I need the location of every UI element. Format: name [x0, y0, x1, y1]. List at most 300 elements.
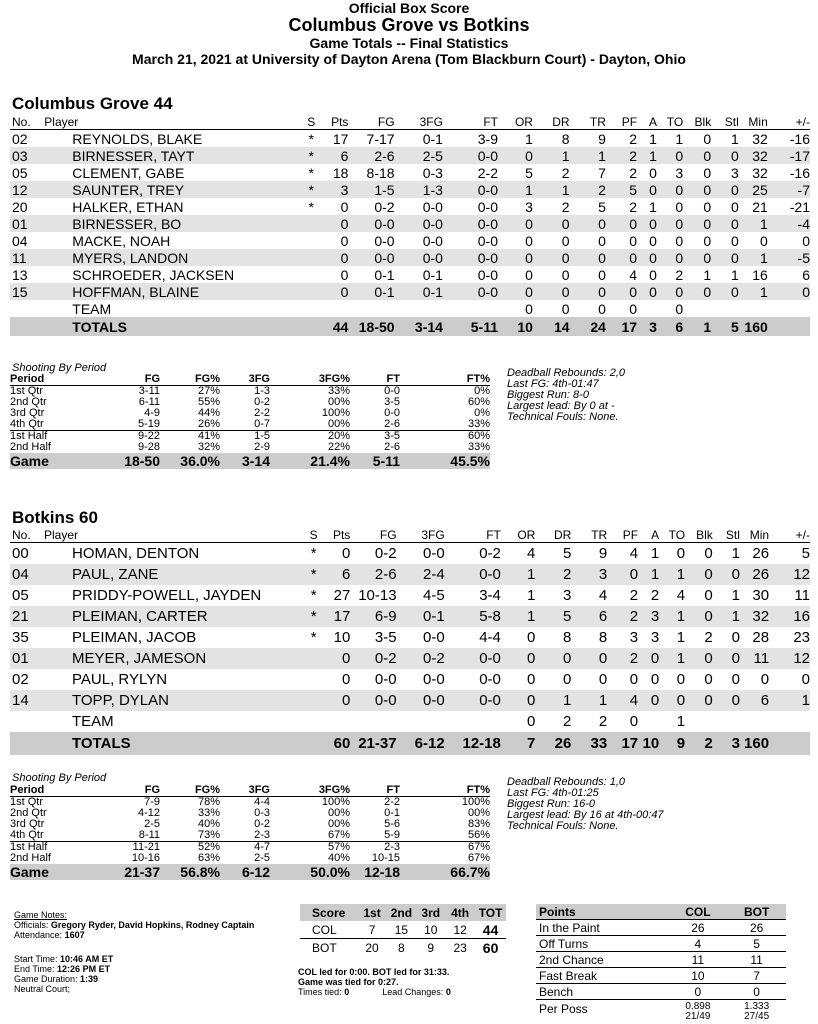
stat-cell: 0 [683, 283, 711, 300]
player-row [10, 690, 810, 711]
column-header: No. [10, 528, 40, 543]
stat-cell: 30 [752, 587, 770, 604]
score-cell: 12 [445, 921, 474, 939]
column-header: FT [445, 528, 501, 543]
stat-cell: * [305, 606, 323, 627]
stat-cell: 01 [10, 648, 40, 669]
score-column-header: TOT [475, 904, 507, 921]
report-subtitle: Game Totals -- Final Statistics [309, 35, 509, 51]
stat-cell: 02 [12, 130, 28, 147]
stat-cell: 3 [650, 629, 660, 646]
stat-cell: 3 [629, 629, 639, 646]
stat-cell: -7 [768, 181, 810, 198]
totals-cell: 160 [740, 732, 769, 755]
game-label: Game [10, 453, 80, 469]
shooting-cell: 4-12 [137, 807, 160, 819]
box-header-row [10, 115, 810, 130]
period-label: 4th Qtr [10, 419, 80, 431]
per-poss-label: Per Poss [539, 1002, 588, 1016]
stat-cell: 3 [525, 198, 533, 215]
shooting-column-header: FG% [160, 374, 220, 386]
box-header-row [10, 528, 810, 543]
column-header: 3FG [395, 115, 443, 130]
stat-cell: 32 [752, 164, 768, 181]
player-row [10, 283, 810, 300]
column-header: A [637, 115, 657, 130]
stat-cell: 7 [598, 164, 606, 181]
stat-cell: 0-0 [423, 629, 445, 646]
stat-cell [10, 300, 40, 317]
shooting-cell: 100% [321, 796, 350, 808]
shooting-column-header: FT [350, 785, 400, 797]
column-header: Min [739, 115, 768, 130]
totals-cell: 3-14 [395, 317, 443, 336]
column-header: S [302, 115, 320, 130]
player-row [10, 564, 810, 585]
player-row [10, 669, 810, 690]
game-cell: 50.0% [270, 864, 350, 880]
column-header: No. [10, 115, 40, 130]
stat-cell: 32 [739, 147, 768, 164]
period-label: 1st Qtr [10, 796, 44, 808]
stat-cell: 0 [526, 671, 536, 688]
shooting-cell: 2-6 [350, 419, 400, 431]
column-header: A [638, 528, 659, 543]
player-name: PAUL, RYLYN [72, 671, 168, 688]
shooting-cell: 0-0 [384, 385, 400, 397]
column-header: TR [570, 115, 606, 130]
stat-cell: 2 [607, 648, 638, 669]
stat-cell: 4 [629, 545, 639, 562]
stat-cell: 8 [562, 629, 572, 646]
player-name: SAUNTER, TREY [40, 181, 302, 198]
player-name: PLEIMAN, JACOB [72, 629, 197, 646]
stat-cell: 11 [740, 648, 769, 669]
team-title: Columbus Grove 44 [12, 94, 173, 113]
stat-cell: * [305, 564, 323, 585]
stat-cell: 0-0 [443, 283, 498, 300]
half-row [10, 853, 490, 864]
player-name: REYNOLDS, BLAKE [72, 130, 203, 147]
stat-cell: 02 [12, 671, 29, 688]
shooting-cell: 1-3 [254, 385, 270, 397]
stat-cell: 11 [10, 249, 40, 266]
shooting-cell: 33% [467, 441, 490, 453]
stat-cell: 0 [638, 690, 659, 711]
shooting-cell: 83% [467, 818, 490, 830]
stat-cell: 0 [676, 545, 686, 562]
stat-cell: 0 [683, 215, 711, 232]
stat-cell: 0 [533, 283, 570, 300]
quarter-row [10, 797, 490, 809]
points-label: In the Paint [536, 920, 669, 936]
column-header: FG [348, 115, 394, 130]
shooting-cell: 67% [270, 830, 350, 842]
player-name: BIRNESSER, BO [40, 215, 302, 232]
shooting-cell: 9-28 [137, 441, 160, 453]
stat-cell: 4 [526, 545, 536, 562]
stat-cell: 2 [561, 164, 570, 181]
quarter-row [10, 397, 490, 408]
team-abbr: COL [300, 921, 357, 939]
game-row [10, 864, 490, 880]
shooting-cell: 5-19 [80, 419, 160, 431]
player-row [10, 130, 810, 148]
shooting-column-header: 3FG [220, 785, 270, 797]
shooting-cell: 9-22 [137, 430, 160, 442]
player-row [10, 215, 810, 232]
shooting-cell: 0-2 [254, 396, 270, 408]
shooting-column-header: FT% [400, 785, 490, 797]
stat-cell [323, 711, 351, 732]
player-name: PRIDDY-POWELL, JAYDEN [72, 587, 262, 604]
stat-cell: * [310, 629, 317, 646]
shooting-cell: 6-11 [138, 396, 160, 408]
stat-cell [305, 711, 323, 732]
stat-cell: 0 [340, 266, 349, 283]
column-header: S [305, 528, 323, 543]
team-abbr: BOT [312, 940, 337, 955]
stat-cell: 18 [332, 164, 349, 181]
column-header: DR [533, 115, 570, 130]
stat-cell: 5 [801, 545, 810, 562]
stat-cell: 1 [675, 130, 684, 147]
player-name: PLEIMAN, CARTER [40, 606, 305, 627]
player-name: HALKER, ETHAN [72, 198, 184, 215]
totals-cell: 3 [637, 317, 657, 336]
lead-line-2: Game was tied for 0:27. [298, 977, 399, 987]
player-name: BIRNESSER, TAYT [40, 147, 302, 164]
stat-cell: 21 [10, 606, 40, 627]
shooting-cell: 5-9 [350, 830, 400, 842]
stat-cell: -16 [789, 130, 810, 147]
stat-cell [397, 711, 445, 732]
stat-cell: 2 [606, 147, 637, 164]
stat-cell: 0-0 [477, 232, 498, 249]
score-row [300, 921, 506, 939]
stat-cell: 0-2 [374, 198, 395, 215]
stat-cell: 1 [637, 147, 657, 164]
stat-cell: 10-13 [358, 587, 397, 604]
stat-cell: 0 [607, 564, 638, 585]
shooting-cell: 73% [160, 830, 220, 842]
stat-cell: 0-0 [443, 181, 498, 198]
column-header: Blk [683, 115, 711, 130]
stat-cell: 0 [703, 198, 712, 215]
stat-cell: 6 [571, 606, 607, 627]
stat-cell [445, 711, 501, 732]
stat-cell: * [308, 198, 314, 215]
officials: Gregory Ryder, David Hopkins, Rodney Captain [50, 920, 255, 930]
shooting-cell: 2-5 [254, 852, 270, 864]
attendance-line: Attendance: 1607 [14, 930, 85, 940]
player-row [10, 627, 810, 648]
court-note: Neutral Court; [14, 984, 71, 994]
shooting-cell: 63% [197, 852, 220, 864]
stat-cell: 6 [320, 147, 348, 164]
stat-cell: 0-2 [374, 545, 397, 562]
totals-cell: 33 [571, 732, 607, 755]
totals-cell: 10 [498, 317, 533, 336]
player-name: HOFFMAN, BLAINE [40, 283, 302, 300]
stat-cell: 1 [535, 690, 571, 711]
stat-cell: 1 [739, 215, 768, 232]
column-header: OR [498, 115, 533, 130]
game-cell: 3-14 [220, 453, 270, 469]
totals-cell [10, 732, 40, 755]
stat-cell: 1 [526, 587, 536, 604]
shooting-caption: Shooting By Period [12, 772, 107, 784]
game-cell: 21.4% [270, 453, 350, 469]
note-line: Technical Fouls: None. [507, 411, 619, 423]
stat-cell: 0 [340, 232, 349, 249]
player-row [10, 585, 810, 606]
score-cell: 7 [357, 921, 386, 939]
totals-cell [305, 732, 323, 755]
shooting-cell: 67% [467, 852, 490, 864]
stat-cell: 0 [802, 232, 810, 249]
player-row [10, 198, 810, 215]
points-label: Bench [536, 984, 669, 1000]
note-line: Last FG: 4th-01:47 [507, 378, 599, 390]
end-time-line: End Time: 12:26 PM ET [14, 964, 111, 974]
shooting-cell: 32% [197, 441, 220, 453]
stat-cell [683, 300, 711, 317]
shooting-column-header: Period [10, 374, 80, 386]
stat-cell: 4-4 [479, 629, 501, 646]
totals-cell: 18-50 [348, 317, 394, 336]
totals-cell [768, 317, 810, 336]
stat-cell: 4-5 [423, 587, 445, 604]
stat-cell: 0 [533, 215, 570, 232]
stat-cell: 1 [498, 181, 533, 198]
stat-cell: 0-0 [348, 249, 394, 266]
quarter-row [10, 419, 490, 431]
stat-cell: 12 [769, 648, 810, 669]
stat-cell: 0 [320, 249, 348, 266]
score-column-header: Score [300, 904, 357, 921]
shooting-cell: 52% [197, 841, 220, 853]
stat-cell: 2 [629, 587, 639, 604]
stat-cell: 0 [685, 690, 713, 711]
doc-type: Official Box Score [348, 0, 470, 16]
stat-cell: 32 [740, 606, 769, 627]
stat-cell: 0 [571, 648, 607, 669]
stat-cell: 2-6 [350, 564, 396, 585]
score-cell: 60 [482, 939, 499, 956]
stat-cell: 0 [638, 648, 659, 669]
points-row [536, 936, 786, 952]
stat-cell [740, 711, 769, 732]
totals-cell: 14 [533, 317, 570, 336]
stat-cell: 0-0 [422, 198, 443, 215]
totals-row [10, 732, 810, 755]
start-time-line: Start Time: 10:46 AM ET [14, 954, 114, 964]
stat-cell: 6-9 [350, 606, 396, 627]
shooting-cell: 0-3 [254, 807, 270, 819]
shooting-cell: 67% [467, 841, 490, 853]
shooting-cell: 8-11 [80, 830, 160, 842]
shooting-cell: 56% [400, 830, 490, 842]
stat-cell: 4 [598, 587, 608, 604]
stat-cell: 2 [675, 266, 684, 283]
stat-cell: 0 [675, 198, 684, 215]
column-header: Min [740, 528, 769, 543]
score-column-header: 1st [357, 904, 386, 921]
stat-cell: 1 [659, 564, 685, 585]
stat-cell: 0 [501, 690, 535, 711]
stat-cell: 27 [333, 587, 351, 604]
stat-cell: 0 [711, 181, 739, 198]
stat-cell: 2 [535, 564, 571, 585]
stat-cell: 7-17 [366, 130, 395, 147]
shooting-cell: 2-2 [254, 407, 270, 419]
points-row [536, 920, 786, 936]
shooting-cell: 3-5 [384, 396, 400, 408]
stat-cell: 0-0 [348, 215, 394, 232]
stat-cell: 0 [649, 164, 657, 181]
stat-cell: 0 [649, 232, 657, 249]
stat-cell: 1 [739, 249, 768, 266]
quarter-row [10, 408, 490, 419]
stat-cell: 0 [535, 648, 571, 669]
duration-line: Game Duration: 1:39 [14, 974, 99, 984]
totals-cell: 60 [323, 732, 351, 755]
score-column-header: 3rd [416, 904, 445, 921]
stat-cell: * [308, 130, 314, 147]
shooting-column-header: 3FG% [270, 785, 350, 797]
stat-cell: 0 [637, 249, 657, 266]
player-name: MEYER, JAMESON [40, 648, 305, 669]
shooting-cell: 00% [270, 419, 350, 431]
stat-cell: 0 [760, 671, 770, 688]
stat-cell: 0-3 [422, 164, 443, 181]
column-header: Player [40, 115, 302, 130]
totals-cell: 3 [713, 732, 740, 755]
totals-cell: 5-11 [443, 317, 498, 336]
column-header: Pts [323, 528, 351, 543]
score-cell: 23 [453, 940, 467, 955]
stat-cell: 0-0 [477, 266, 498, 283]
stat-cell: 26 [752, 545, 770, 562]
stat-cell: 0 [704, 587, 713, 604]
game-cell: 18-50 [80, 453, 160, 469]
column-header: PF [607, 528, 638, 543]
stat-cell: 3 [730, 164, 739, 181]
stat-cell: 23 [793, 629, 810, 646]
stat-cell: 0-0 [445, 690, 501, 711]
stat-cell: 0 [498, 249, 533, 266]
stat-cell: 0-0 [397, 690, 445, 711]
points-cell: 0 [727, 984, 786, 1000]
period-label: 4th Qtr [10, 830, 80, 842]
stat-cell: 6 [740, 690, 769, 711]
stat-cell: 2 [629, 130, 638, 147]
stat-cell: 21 [752, 198, 768, 215]
stat-cell: 6 [802, 266, 810, 283]
stat-cell: 0-0 [374, 671, 397, 688]
stat-cell: 1 [649, 130, 657, 147]
stat-cell: 16 [752, 266, 768, 283]
stat-cell: 04 [12, 232, 28, 249]
stat-cell: 5 [535, 606, 571, 627]
score-column-header: 4th [445, 904, 474, 921]
column-header: PF [606, 115, 637, 130]
stat-cell: 0-0 [477, 198, 498, 215]
lead-changes: 0 [445, 987, 451, 997]
column-header: OR [501, 528, 535, 543]
stat-cell: 0 [498, 215, 533, 232]
stat-cell: 3 [320, 181, 348, 198]
totals-cell: 160 [739, 317, 768, 336]
score-cell: 10 [416, 921, 445, 939]
points-breakdown-table [536, 904, 786, 1022]
column-header: Pts [320, 115, 348, 130]
shooting-cell: 55% [197, 396, 220, 408]
stat-cell: 0 [675, 232, 684, 249]
stat-cell: 0 [685, 606, 713, 627]
shooting-column-header: 3FG [220, 374, 270, 386]
stat-cell [305, 669, 323, 690]
stat-cell: 6 [323, 564, 351, 585]
stat-cell [348, 300, 394, 317]
score-by-period-table [300, 904, 506, 956]
shooting-column-header: FT [350, 374, 400, 386]
stat-cell: 0 [320, 215, 348, 232]
stat-cell: 04 [10, 564, 40, 585]
shooting-cell: 0% [474, 407, 490, 419]
quarter-row [10, 808, 490, 819]
report-header [0, 0, 818, 67]
stat-cell: 1 [533, 147, 570, 164]
stat-cell: 13 [12, 266, 28, 283]
column-header: Player [40, 528, 305, 543]
points-column-header: Points [536, 904, 669, 920]
totals-label: TOTALS [40, 317, 302, 336]
period-label: 1st Half [10, 430, 48, 442]
stat-cell: 0 [657, 215, 683, 232]
shooting-cell: 2-6 [384, 441, 400, 453]
shooting-cell: 0% [474, 385, 490, 397]
column-header: TO [659, 528, 685, 543]
totals-label: TOTALS [40, 732, 305, 755]
stat-cell: 0 [341, 545, 351, 562]
stat-cell: 0 [340, 198, 349, 215]
stat-cell: * [302, 147, 320, 164]
shooting-cell: 0-2 [254, 818, 270, 830]
stat-cell: 1 [676, 713, 686, 730]
shooting-cell: 3-11 [138, 385, 160, 397]
stat-cell: 0-1 [395, 283, 443, 300]
stat-cell [305, 690, 323, 711]
stat-cell: 03 [10, 147, 40, 164]
stat-cell [768, 300, 810, 317]
player-row [10, 164, 810, 181]
stat-cell: 0 [629, 232, 638, 249]
shooting-cell: 0-7 [220, 419, 270, 431]
stat-cell: 0 [683, 181, 711, 198]
stat-cell: -16 [789, 164, 810, 181]
stat-cell: 10 [333, 629, 351, 646]
points-cell: 11 [727, 952, 786, 968]
stat-cell: 2-6 [348, 147, 394, 164]
stat-cell: 0 [629, 713, 639, 730]
points-row [536, 968, 786, 984]
note-line: Deadball Rebounds: 2,0 [507, 367, 626, 379]
note-line: Technical Fouls: None. [507, 820, 619, 832]
note-line: Deadball Rebounds: 1,0 [507, 776, 626, 788]
stat-cell: 0 [649, 266, 657, 283]
